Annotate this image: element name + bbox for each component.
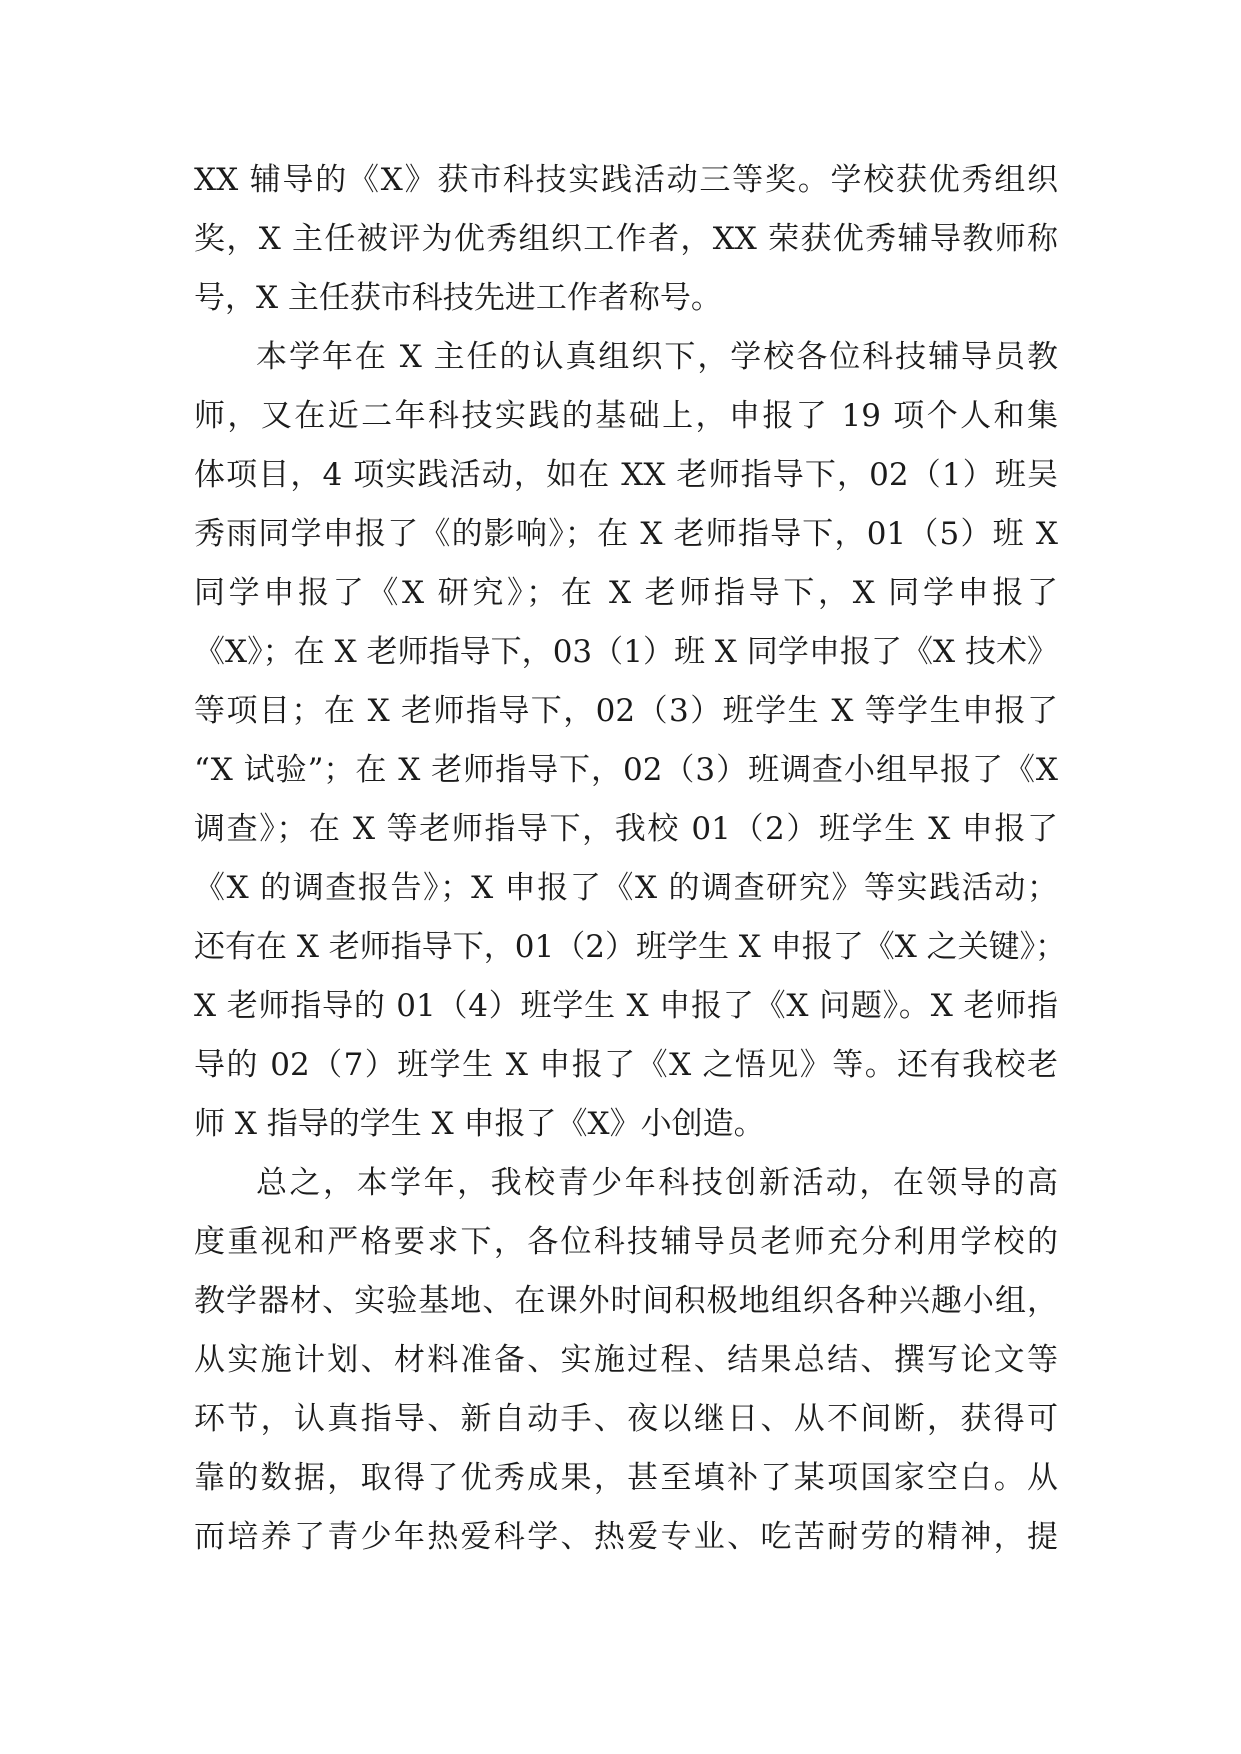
text-line: X 老师指导的 01（4）班学生 X 申报了《X 问题》。X 老师指 — [194, 988, 1058, 1024]
text-line: 导的 02（7）班学生 X 申报了《X 之悟见》等。还有我校老 — [194, 1047, 1058, 1083]
text-line: 从实施计划、材料准备、实施过程、结果总结、撰写论文等 — [194, 1342, 1058, 1378]
text-line: 体项目，4 项实践活动，如在 XX 老师指导下，02（1）班吴 — [194, 457, 1058, 493]
text-line: 度重视和严格要求下，各位科技辅导员老师充分利用学校的 — [194, 1224, 1058, 1260]
text-line: 奖，X 主任被评为优秀组织工作者，XX 荣获优秀辅导教师称 — [194, 221, 1058, 257]
text-line: 师，又在近二年科技实践的基础上，申报了 19 项个人和集 — [194, 398, 1058, 434]
text-line: 环节，认真指导、新自动手、夜以继日、从不间断，获得可 — [194, 1401, 1058, 1437]
paragraph-summary — [194, 1154, 1058, 1567]
text-line: 《X》；在 X 老师指导下，03（1）班 X 同学申报了《X 技术》 — [194, 634, 1058, 670]
text-line: XX 辅导的《X》获市科技实践活动三等奖。学校获优秀组织 — [194, 162, 1058, 198]
text-line: 还有在 X 老师指导下，01（2）班学生 X 申报了《X 之关键》； — [194, 929, 1067, 965]
text-line: 等项目；在 X 老师指导下，02（3）班学生 X 等学生申报了 — [194, 693, 1058, 729]
text-line: 教学器材、实验基地、在课外时间积极地组织各种兴趣小组， — [194, 1283, 1058, 1319]
text-line: 师 X 指导的学生 X 申报了《X》小创造。 — [194, 1106, 765, 1142]
paragraph-continuation — [194, 151, 1058, 328]
text-line: 秀雨同学申报了《的影响》；在 X 老师指导下，01（5）班 X — [194, 516, 1058, 552]
body-text — [194, 151, 1067, 1567]
text-line: “X 试验”；在 X 老师指导下，02（3）班调查小组早报了《X — [194, 752, 1058, 788]
text-line: 而培养了青少年热爱科学、热爱专业、吃苦耐劳的精神，提 — [194, 1519, 1058, 1555]
text-line: 靠的数据，取得了优秀成果，甚至填补了某项国家空白。从 — [194, 1460, 1058, 1496]
text-line: 号，X 主任获市科技先进工作者称号。 — [194, 280, 722, 316]
text-line: 《X 的调查报告》；X 申报了《X 的调查研究》等实践活动； — [194, 870, 1058, 906]
text-line: 总之，本学年，我校青少年科技创新活动，在领导的高 — [256, 1165, 1058, 1201]
paragraph-projects — [194, 328, 1067, 1154]
text-line: 同学申报了《X 研究》；在 X 老师指导下，X 同学申报了 — [194, 575, 1058, 611]
text-line: 本学年在 X 主任的认真组织下，学校各位科技辅导员教 — [256, 339, 1058, 375]
text-line: 调查》；在 X 等老师指导下，我校 01（2）班学生 X 申报了 — [194, 811, 1058, 847]
